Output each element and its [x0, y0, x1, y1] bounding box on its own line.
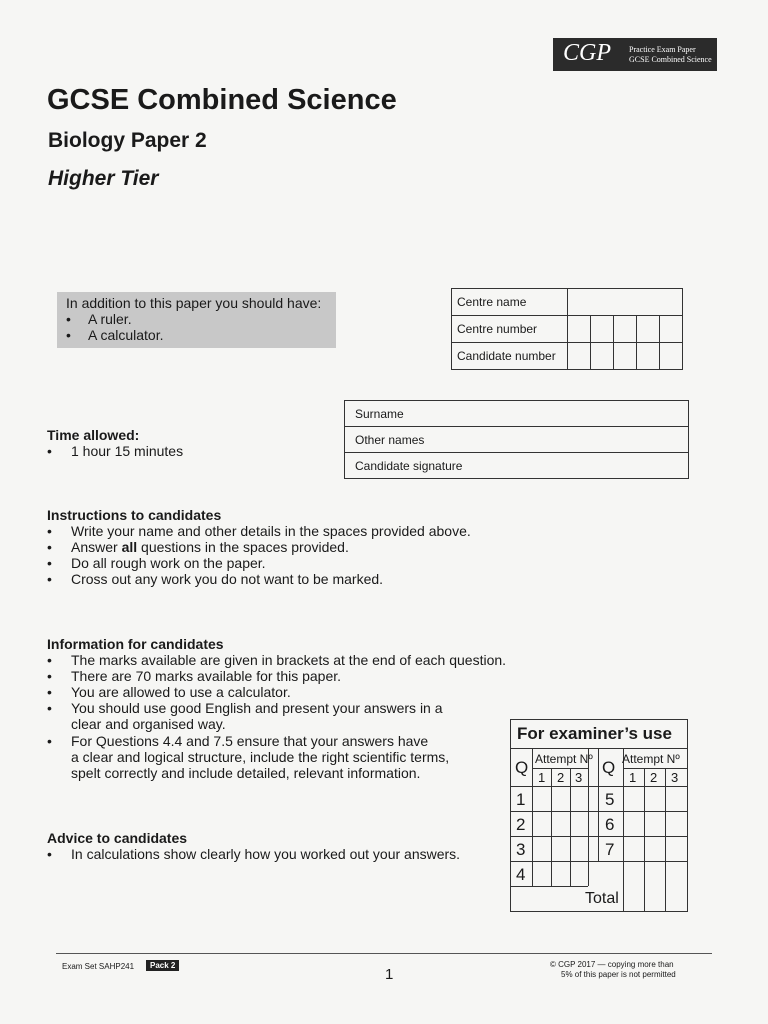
cgp-badge: [553, 38, 717, 71]
cgp-logo: CGP: [563, 40, 611, 66]
candidate-number-box[interactable]: [660, 343, 683, 370]
table-rule: [511, 861, 687, 862]
information-item: • For Questions 4.4 and 7.5 ensure that your answers have: [47, 733, 429, 749]
requirement-item: • A ruler.: [66, 311, 132, 327]
tier-label: Higher Tier: [48, 167, 159, 190]
pack-badge: Pack 2: [146, 960, 179, 971]
table-rule: [588, 748, 589, 886]
table-rule: [644, 768, 645, 911]
information-item-continued: spelt correctly and include detailed, relevant information.: [71, 765, 421, 781]
badge-line-1: Practice Exam Paper: [629, 45, 696, 54]
other-names-field[interactable]: Other names: [345, 427, 689, 453]
centre-name-label: Centre name: [452, 289, 568, 316]
table-rule: [532, 748, 533, 886]
centre-details-table: [451, 288, 683, 370]
table-rule: [570, 768, 571, 886]
question-number: 7: [605, 840, 615, 859]
question-number: 4: [516, 865, 526, 884]
attempt-number: 1: [629, 770, 637, 785]
question-number: 2: [516, 815, 526, 834]
attempt-header: Attempt Nº: [622, 752, 680, 766]
copyright-line-1: © CGP 2017 — copying more than: [550, 960, 674, 969]
question-column-label: Q: [515, 758, 529, 777]
candidate-name-table: [344, 400, 689, 479]
requirements-box: [57, 292, 336, 348]
advice-item: • In calculations show clearly how you worked out your answers.: [47, 846, 461, 862]
centre-number-label: Centre number: [452, 316, 568, 343]
table-rule: [511, 886, 588, 887]
advice-heading: Advice to candidates: [47, 830, 188, 846]
information-item: • You should use good English and present your answers in a: [47, 700, 443, 716]
footer-rule: [56, 953, 712, 954]
information-item-continued: a clear and logical structure, include the right scientific terms,: [71, 749, 450, 765]
table-rule: [623, 748, 624, 911]
page-number: 1: [385, 966, 394, 983]
centre-number-box[interactable]: [614, 316, 637, 343]
instructions-heading: Instructions to candidates: [47, 507, 222, 523]
instruction-item: • Write your name and other details in the spaces provided above.: [47, 523, 471, 539]
centre-number-box[interactable]: [591, 316, 614, 343]
examiner-use-table: [510, 719, 688, 912]
table-rule: [623, 768, 687, 769]
attempt-number: 2: [557, 770, 565, 785]
information-item: • There are 70 marks available for this paper.: [47, 668, 342, 684]
requirements-intro: In addition to this paper you should have:: [66, 295, 322, 311]
badge-line-2: GCSE Combined Science: [629, 55, 712, 64]
candidate-number-box[interactable]: [614, 343, 637, 370]
instruction-item: • Cross out any work you do not want to be marked.: [47, 571, 384, 587]
table-rule: [665, 768, 666, 911]
table-rule: [511, 811, 687, 812]
question-number: 5: [605, 790, 615, 809]
time-heading: Time allowed:: [47, 427, 140, 443]
table-rule: [511, 748, 687, 749]
candidate-number-box[interactable]: [568, 343, 591, 370]
information-item: • The marks available are given in brackets at the end of each question.: [47, 652, 507, 668]
question-number: 1: [516, 790, 526, 809]
candidate-number-box[interactable]: [637, 343, 660, 370]
instruction-item: • Answer all questions in the spaces provided.: [47, 539, 349, 555]
question-number: 3: [516, 840, 526, 859]
information-item: • You are allowed to use a calculator.: [47, 684, 291, 700]
attempt-number: 1: [538, 770, 546, 785]
information-heading: Information for candidates: [47, 636, 224, 652]
centre-number-box[interactable]: [568, 316, 591, 343]
instruction-item: • Do all rough work on the paper.: [47, 555, 266, 571]
examiner-table-title: For examiner’s use: [517, 724, 672, 743]
attempt-number: 3: [575, 770, 583, 785]
centre-number-box[interactable]: [660, 316, 683, 343]
table-rule: [532, 768, 588, 769]
page-title: GCSE Combined Science: [47, 84, 397, 116]
candidate-signature-field[interactable]: Candidate signature: [345, 453, 689, 479]
exam-set-code: Exam Set SAHP241: [62, 962, 135, 971]
candidate-number-label: Candidate number: [452, 343, 568, 370]
surname-field[interactable]: Surname: [345, 401, 689, 427]
attempt-number: 2: [650, 770, 658, 785]
question-number: 6: [605, 815, 615, 834]
centre-number-box[interactable]: [637, 316, 660, 343]
information-item-continued: clear and organised way.: [71, 716, 226, 732]
paper-subtitle: Biology Paper 2: [48, 129, 207, 152]
table-rule: [551, 768, 552, 886]
table-rule: [511, 836, 687, 837]
table-rule: [511, 786, 687, 787]
question-column-label: Q: [602, 758, 616, 777]
attempt-number: 3: [671, 770, 679, 785]
candidate-number-box[interactable]: [591, 343, 614, 370]
copyright-line-2: 5% of this paper is not permitted: [561, 970, 676, 979]
requirement-item: • A calculator.: [66, 327, 164, 343]
time-value: • 1 hour 15 minutes: [47, 443, 184, 459]
table-rule: [598, 748, 599, 861]
attempt-header: Attempt Nº: [535, 752, 593, 766]
centre-name-field[interactable]: [568, 289, 683, 316]
total-label: Total: [585, 890, 619, 907]
